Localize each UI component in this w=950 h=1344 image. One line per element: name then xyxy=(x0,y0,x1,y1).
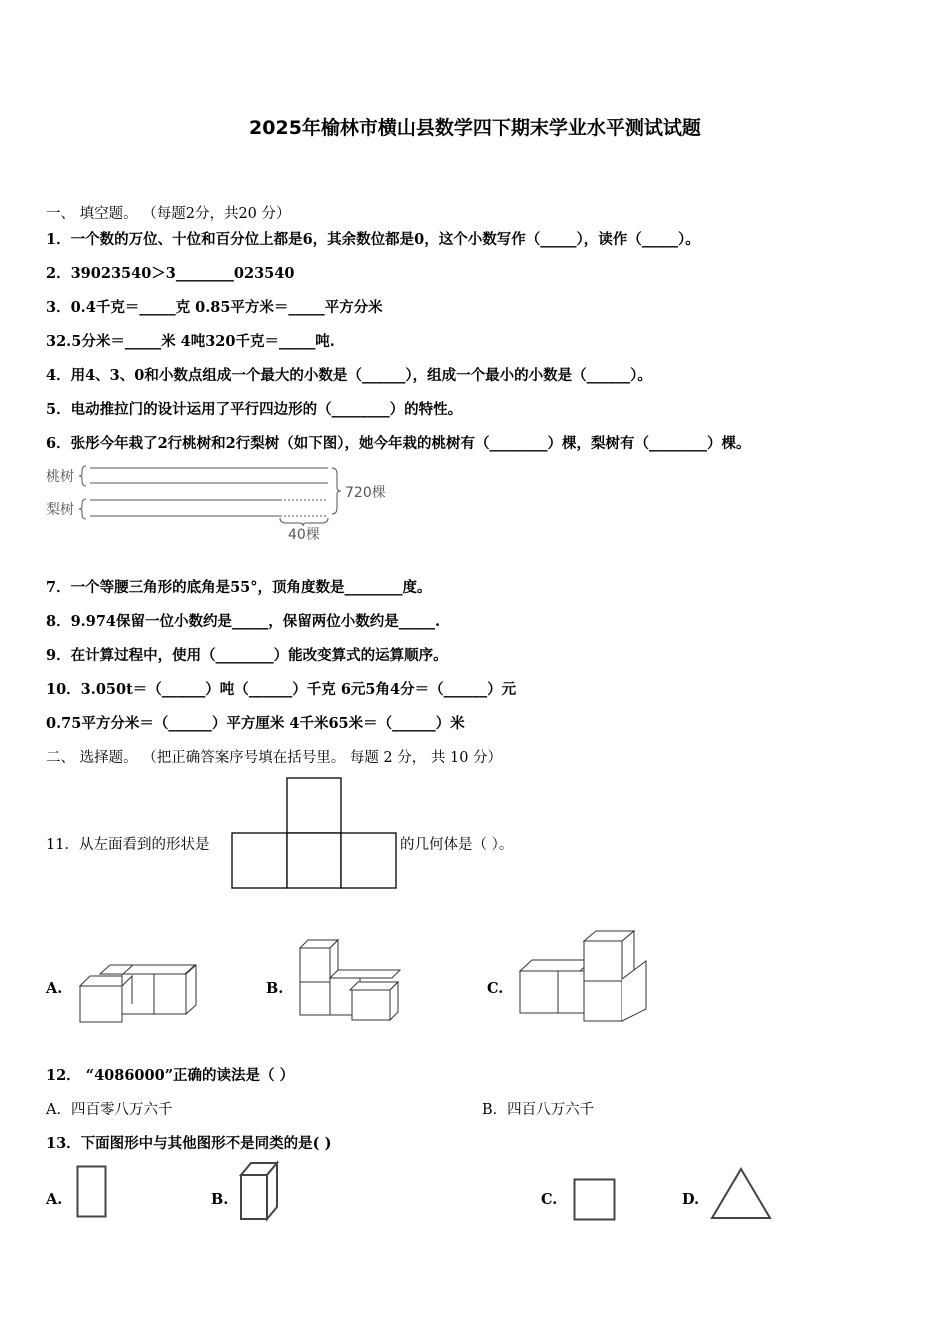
question-11-prefix: 11．从左面看到的形状是 xyxy=(46,837,210,853)
question-9: 9．在计算过程中，使用（________）能改变算式的运算顺序。 xyxy=(46,647,448,664)
question-6: 6．张彤今年栽了2行桃树和2行梨树（如下图），她今年栽的桃树有（________）棵，梨树有（________）棵。 xyxy=(46,435,751,452)
pear-label: 梨树 xyxy=(46,502,74,518)
q13-option-d-label[interactable]: D. xyxy=(682,1191,700,1208)
q11-option-a-figure[interactable] xyxy=(78,960,208,1030)
question-12: 12． “4086000”正确的读法是（ ） xyxy=(46,1067,295,1084)
question-7: 7．一个等腰三角形的底角是55°，顶角度数是________度。 xyxy=(46,579,432,596)
q11-option-c-figure[interactable] xyxy=(518,929,653,1024)
difference-label: 40棵 xyxy=(288,527,320,543)
question-11-suffix: 的几何体是（ ）。 xyxy=(400,837,514,853)
q12-option-a[interactable]: A．四百零八万六千 xyxy=(46,1102,173,1118)
q13-option-a-rectangle[interactable] xyxy=(76,1165,108,1220)
q13-option-b-label[interactable]: B. xyxy=(211,1191,229,1208)
total-label: 720棵 xyxy=(345,485,386,501)
q11-option-a-label[interactable]: A. xyxy=(46,980,63,997)
peach-label: 桃树 xyxy=(46,469,74,485)
q11-option-c-label[interactable]: C. xyxy=(487,980,504,997)
q13-option-a-label[interactable]: A. xyxy=(46,1191,63,1208)
question-13: 13．下面图形中与其他图形不是同类的是( ) xyxy=(46,1135,332,1152)
question-10b: 0.75平方分米＝（______）平方厘米 4千米65米＝（______）米 xyxy=(46,715,465,732)
question-5: 5．电动推拉门的设计运用了平行四边形的（________）的特性。 xyxy=(46,401,463,418)
section-fill-in: 一、 填空题。 （每题2分，共20 分） xyxy=(46,206,291,222)
question-3b: 32.5分米＝_____米 4吨320千克＝_____吨. xyxy=(46,333,335,350)
q11-option-b-label[interactable]: B. xyxy=(266,980,284,997)
page-title: 2025年榆林市横山县数学四下期末学业水平测试试题 xyxy=(249,117,701,139)
q13-option-c-label[interactable]: C. xyxy=(541,1191,558,1208)
question-3a: 3．0.4千克＝_____克 0.85平方米＝_____平方分米 xyxy=(46,299,383,316)
left-view-figure xyxy=(231,777,401,892)
q12-option-b[interactable]: B．四百八万六千 xyxy=(482,1102,595,1118)
q13-option-c-square[interactable] xyxy=(573,1178,618,1222)
q11-option-b-figure[interactable] xyxy=(298,938,408,1028)
q13-option-b-cuboid[interactable] xyxy=(239,1161,284,1223)
question-1: 1．一个数的万位、十位和百分位上都是6，其余数位都是0，这个小数写作（_____），读作（_____）。 xyxy=(46,231,700,248)
question-10a: 10．3.050t＝（______）吨（______）千克 6元5角4分＝（______）元 xyxy=(46,681,517,698)
q13-option-d-triangle[interactable] xyxy=(709,1167,773,1221)
question-8: 8．9.974保留一位小数约是_____，保留两位小数约是_____. xyxy=(46,613,441,630)
question-4: 4．用4、3、0和小数点组成一个最大的小数是（______），组成一个最小的小数是（______）。 xyxy=(46,367,652,384)
question-2: 2．39023540＞3________023540 xyxy=(46,265,295,282)
section-choice: 二、 选择题。 （把正确答案序号填在括号里。 每题 2 分， 共 10 分） xyxy=(46,750,503,766)
